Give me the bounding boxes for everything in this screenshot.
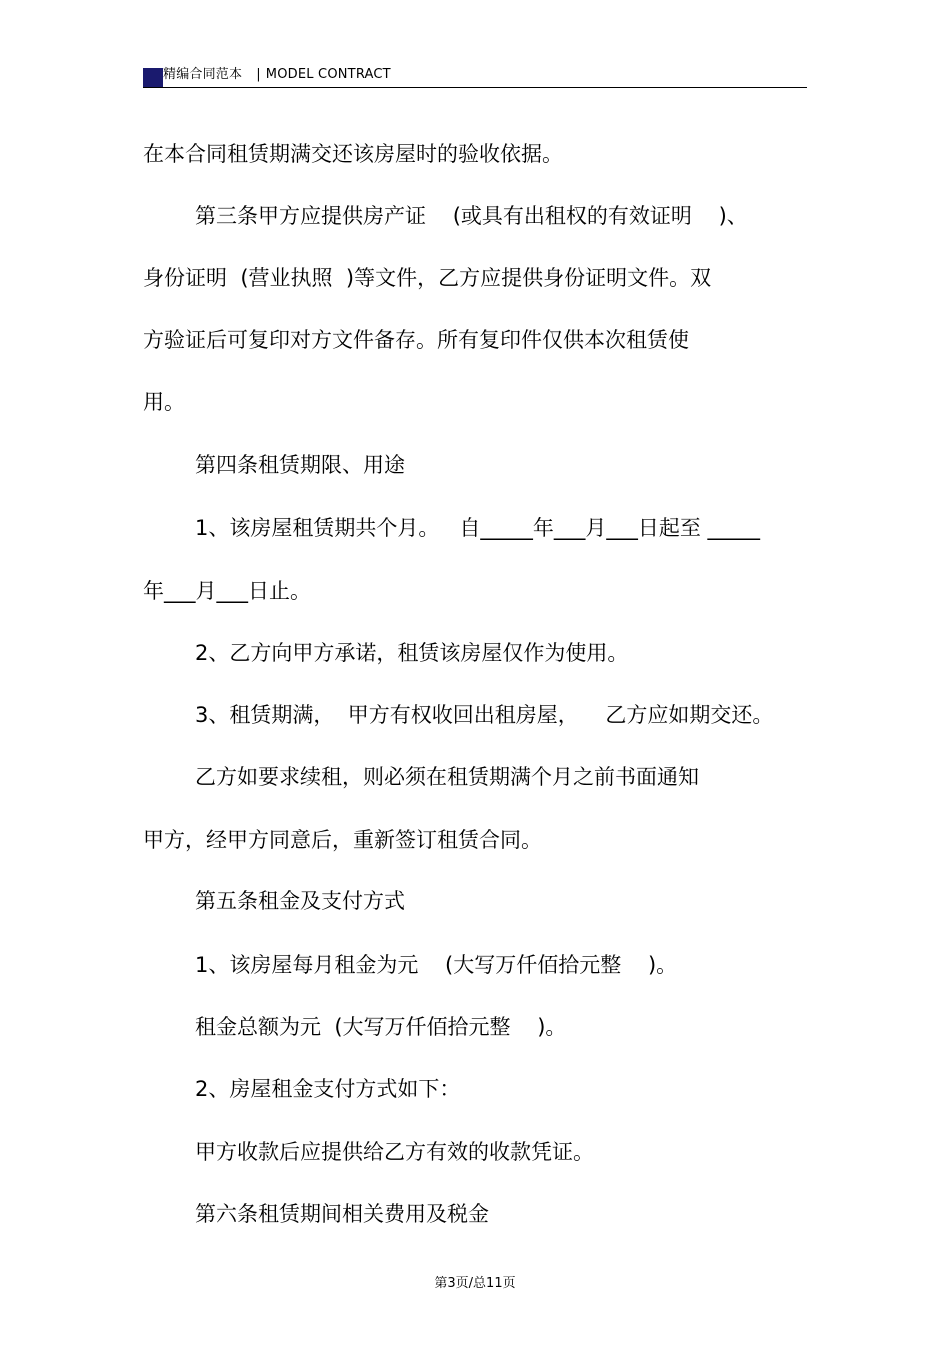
header-title: 精编合同范本 — [163, 67, 243, 82]
body-line: 乙方如要求续租，则必须在租赁期满个月之前书面通知 — [195, 765, 699, 789]
body-line: 第三条甲方应提供房产证 (或具有出租权的有效证明 )、 — [195, 204, 748, 228]
body-line: 身份证明 (营业执照 )等文件，乙方应提供身份证明文件。双 — [143, 266, 712, 290]
body-line: 方验证后可复印对方文件备存。所有复印件仅供本次租赁使 — [143, 328, 689, 352]
body-line: 2、乙方向甲方承诺，租赁该房屋仅作为使用。 — [195, 641, 629, 665]
body-line: 3、租赁期满， 甲方有权收回出租房屋， 乙方应如期交还。 — [195, 703, 774, 727]
body-line: 2、房屋租金支付方式如下： — [195, 1077, 461, 1101]
header-separator: | — [256, 67, 261, 82]
section-heading: 第四条租赁期限、用途 — [195, 453, 405, 477]
body-line: 1、该房屋每月租金为元 (大写万仟佰拾元整 )。 — [195, 953, 678, 977]
body-line: 在本合同租赁期满交还该房屋时的验收依据。 — [143, 142, 563, 166]
body-line: 年___月___日止。 — [143, 579, 311, 603]
section-heading: 第六条租赁期间相关费用及税金 — [195, 1202, 489, 1226]
body-line: 用。 — [143, 390, 185, 414]
page-number: 第3页/总11页 — [434, 1276, 516, 1291]
page-header — [143, 66, 807, 88]
header-subtitle: MODEL CONTRACT — [265, 67, 391, 82]
body-line: 租金总额为元 (大写万仟佰拾元整 )。 — [195, 1015, 567, 1039]
body-line: 甲方，经甲方同意后，重新签订租赁合同。 — [143, 828, 542, 852]
section-heading: 第五条租金及支付方式 — [195, 889, 405, 913]
logo-square-icon — [143, 68, 163, 87]
header-text — [163, 66, 391, 84]
header-rule — [143, 87, 807, 88]
body-line: 1、该房屋租赁期共个月。 自_____年___月___日起至 _____ — [195, 516, 761, 540]
body-line: 甲方收款后应提供给乙方有效的收款凭证。 — [195, 1140, 594, 1164]
